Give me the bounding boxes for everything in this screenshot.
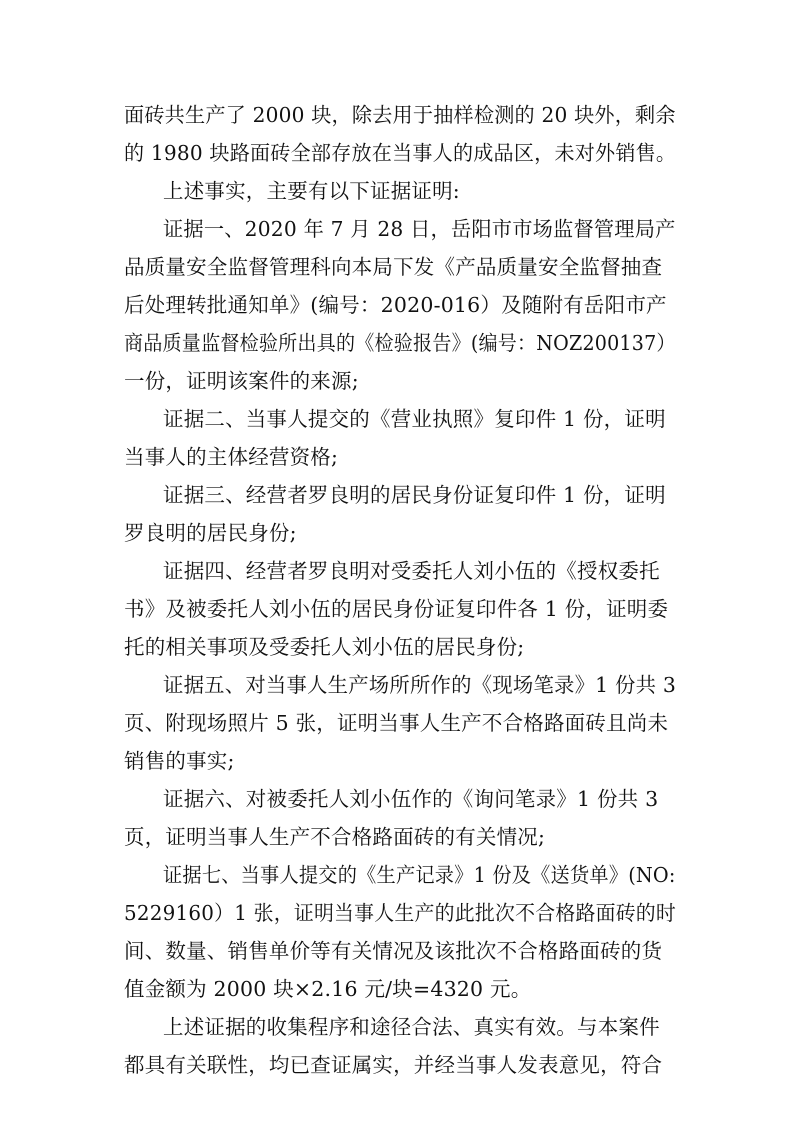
text-line: 上述事实，主要有以下证据证明: (163, 179, 460, 203)
text-line: 上述证据的收集程序和途径合法、真实有效。与本案件 (163, 1015, 660, 1039)
text-line: 页、附现场照片 5 张，证明当事人生产不合格路面砖且尚未 (124, 711, 669, 735)
text-line: 间、数量、销售单价等有关情况及该批次不合格路面砖的货 (124, 939, 663, 963)
text-line: 页，证明当事人生产不合格路面砖的有关情况; (124, 825, 546, 849)
text-line: 品质量安全监督管理科向本局下发《产品质量安全监督抽查 (124, 255, 663, 279)
text-line: 5229160）1 张，证明当事人生产的此批次不合格路面砖的时 (124, 901, 677, 925)
text-line: 一份，证明该案件的来源; (124, 369, 359, 393)
text-line: 书》及被委托人刘小伍的居民身份证复印件各 1 份，证明委 (124, 597, 669, 621)
text-line: 证据三、经营者罗良明的居民身份证复印件 1 份，证明 (163, 483, 666, 507)
text-line: 后处理转批通知单》(编号：2020-016）及随附有岳阳市产 (124, 293, 667, 317)
text-line: 面砖共生产了 2000 块，除去用于抽样检测的 20 块外，剩余 (124, 103, 676, 127)
text-line: 罗良明的居民身份; (124, 521, 297, 545)
text-line: 销售的事实; (124, 749, 235, 773)
text-line: 当事人的主体经营资格; (124, 445, 339, 469)
text-line: 证据二、当事人提交的《营业执照》复印件 1 份，证明 (163, 407, 666, 431)
text-line: 证据七、当事人提交的《生产记录》1 份及《送货单》(NO: (163, 863, 676, 887)
text-line: 都具有关联性，均已查证属实，并经当事人发表意见，符合 (124, 1053, 663, 1077)
text-line: 证据六、对被委托人刘小伍作的《询问笔录》1 份共 3 (163, 787, 659, 811)
text-line: 证据四、经营者罗良明对受委托人刘小伍的《授权委托 (163, 559, 660, 583)
text-line: 值金额为 2000 块×2.16 元/块=4320 元。 (124, 977, 532, 1001)
text-line: 证据五、对当事人生产场所所作的《现场笔录》1 份共 3 (163, 673, 677, 697)
text-line: 的 1980 块路面砖全部存放在当事人的成品区，未对外销售。 (124, 141, 677, 165)
text-line: 托的相关事项及受委托人刘小伍的居民身份; (124, 635, 525, 659)
text-line: 证据一、2020 年 7 月 28 日，岳阳市市场监督管理局产 (163, 217, 676, 241)
text-line: 商品质量监督检验所出具的《检验报告》(编号：NOZ200137） (124, 331, 676, 355)
